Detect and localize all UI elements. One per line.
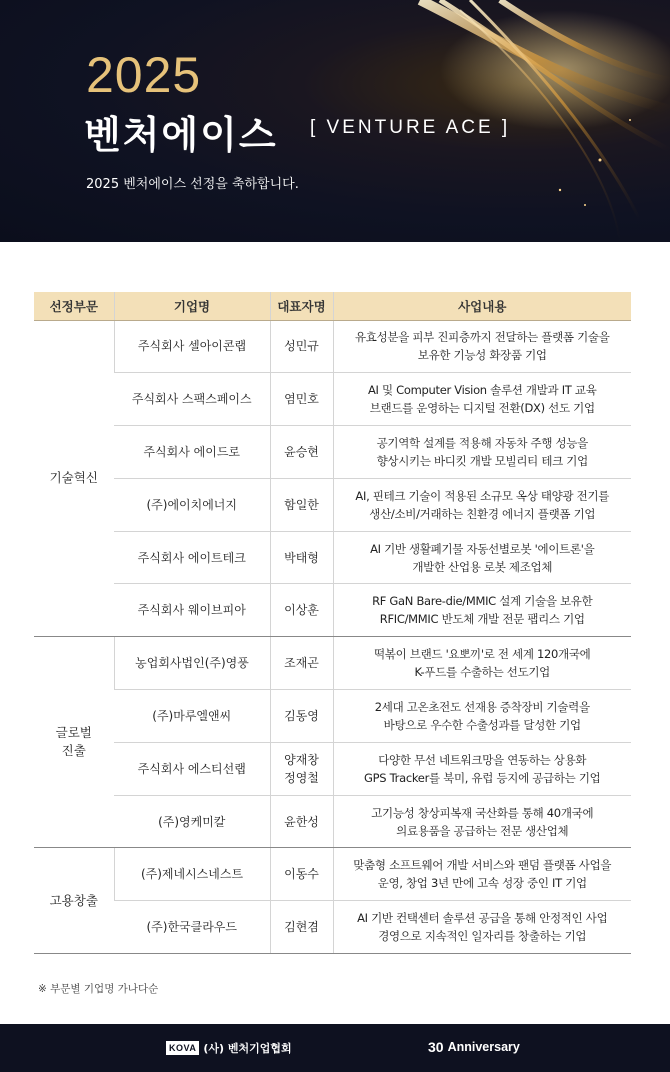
business-description-line: 맞춤형 소프트웨어 개발 서비스와 팬덤 플랫폼 사업을 [353, 858, 612, 873]
ceo-name: 김현겸 [284, 920, 319, 935]
table-row [34, 848, 631, 901]
ceo-name-cell [270, 795, 333, 848]
ceo-name: 이동수 [284, 867, 319, 882]
business-description-cell [333, 373, 631, 426]
ceo-name: 윤한성 [284, 814, 319, 829]
column-header-ceo: 대표자명 [270, 292, 333, 320]
business-description-line: RF GaN Bare-die/MMIC 설계 기술을 보유한 [372, 594, 593, 609]
banner-year: 2025 [86, 47, 202, 103]
business-description-cell [333, 848, 631, 901]
company-name-cell: 주식회사 에이드로 [114, 426, 270, 479]
company-name-cell: 주식회사 셀아이콘랩 [114, 320, 270, 373]
business-description-line: 운영, 창업 3년 만에 고속 성장 중인 IT 기업 [377, 876, 587, 891]
business-description-line: 경영으로 지속적인 일자리를 창출하는 기업 [378, 929, 587, 944]
anniversary-text: Anniversary [447, 1040, 520, 1054]
business-description-cell [333, 320, 631, 373]
ceo-name-cell [270, 478, 333, 531]
business-description-line: 브랜드를 운영하는 디지털 전환(DX) 선도 기업 [369, 401, 595, 416]
table-row [34, 478, 631, 531]
business-description-cell [333, 426, 631, 479]
business-description-line: 생산/소비/거래하는 친환경 에너지 플랫폼 기업 [369, 506, 596, 521]
category-label: 진출 [61, 743, 86, 759]
business-description-line: 개발한 산업용 로봇 제조업체 [412, 559, 553, 574]
category-label: 고용창출 [49, 892, 98, 908]
table-row [34, 584, 631, 637]
banner-title-korean: 벤처에이스 [84, 113, 278, 157]
column-header-business: 사업내용 [333, 292, 631, 320]
ceo-name: 함일한 [284, 497, 319, 512]
ceo-name: 조재곤 [284, 656, 319, 671]
anniversary-number: 30 [428, 1039, 444, 1055]
footnote: ※ 부문별 기업명 가나다순 [38, 983, 159, 995]
business-description-cell [333, 637, 631, 690]
company-name-cell: 농업회사법인(주)영풍 [114, 637, 270, 690]
ceo-name-cell [270, 584, 333, 637]
venture-ace-table [34, 292, 631, 954]
ceo-name: 박태형 [284, 550, 319, 565]
business-description-line: 다양한 무선 네트워크망을 연동하는 상용화 [378, 752, 587, 767]
business-description-line: 바탕으로 우수한 수출성과를 달성한 기업 [383, 717, 581, 732]
table-body [34, 320, 631, 954]
company-name-cell: (주)에이치에너지 [114, 478, 270, 531]
business-description-line: AI 기반 컨택센터 솔루션 공급을 통해 안정적인 사업 [357, 911, 608, 926]
business-description-cell [333, 901, 631, 954]
table-row [34, 742, 631, 795]
business-description-cell [333, 795, 631, 848]
business-description-line: GPS Tracker를 북미, 유럽 등지에 공급하는 기업 [364, 770, 601, 785]
company-name-cell: (주)영케미칼 [114, 795, 270, 848]
ceo-name: 김동영 [284, 708, 319, 723]
selection-table [34, 292, 631, 954]
business-description-cell [333, 690, 631, 743]
company-name-cell: (주)한국클라우드 [114, 901, 270, 954]
category-cell [34, 320, 114, 637]
company-name-cell: 주식회사 웨이브피아 [114, 584, 270, 637]
business-description-cell [333, 584, 631, 637]
category-label: 기술혁신 [49, 470, 98, 486]
ceo-name-cell [270, 426, 333, 479]
footer-bar [0, 1024, 670, 1072]
business-description-line: AI, 핀테크 기술이 적용된 소규모 옥상 태양광 전기를 [355, 488, 610, 503]
ceo-name: 양재창 [284, 752, 319, 767]
business-description-line: K-푸드를 수출하는 선도기업 [414, 665, 550, 680]
column-header-category: 선정부문 [34, 292, 114, 320]
table-row [34, 373, 631, 426]
ceo-name: 윤승현 [284, 444, 319, 459]
anniversary-badge [428, 1039, 520, 1055]
kova-name: (사) 벤처기업협회 [203, 1042, 292, 1055]
company-name-cell: (주)마루엘앤씨 [114, 690, 270, 743]
business-description-line: RFIC/MMIC 반도체 개발 전문 팹리스 기업 [379, 612, 585, 627]
ceo-name: 성민규 [284, 339, 319, 354]
ceo-name-cell [270, 690, 333, 743]
company-name-cell: 주식회사 스팩스페이스 [114, 373, 270, 426]
table-row [34, 637, 631, 690]
business-description-line: 2세대 고온초전도 선재용 증착장비 기술력을 [374, 699, 590, 714]
ceo-name-cell [270, 320, 333, 373]
business-description-line: AI 기반 생활폐기물 자동선별로봇 '에이트론'을 [370, 541, 595, 556]
table-row [34, 901, 631, 954]
kova-branding [166, 1041, 292, 1055]
business-description-line: 의료용품을 공급하는 전문 생산업체 [396, 823, 569, 838]
banner-subtitle: 2025 벤처에이스 선정을 축하합니다. [86, 177, 299, 192]
table-row [34, 795, 631, 848]
business-description-line: 고기능성 창상피복재 국산화를 통해 40개국에 [371, 805, 594, 820]
ceo-name: 정영철 [284, 770, 319, 785]
category-cell [34, 637, 114, 848]
table-row [34, 320, 631, 373]
ceo-name-cell [270, 373, 333, 426]
category-cell [34, 848, 114, 954]
banner-title-english: [ VENTURE ACE ] [310, 117, 511, 138]
ceo-name: 이상훈 [284, 603, 319, 618]
ceo-name-cell [270, 531, 333, 584]
business-description-line: 공기역학 설계를 적용해 자동차 주행 성능을 [376, 435, 588, 450]
table-header-row [34, 292, 631, 320]
ceo-name-cell [270, 637, 333, 690]
business-description-line: 유효성분을 피부 진피층까지 전달하는 플랫폼 기술을 [354, 330, 610, 345]
category-label: 글로벌 [55, 725, 92, 741]
company-name-cell: (주)제네시스네스트 [114, 848, 270, 901]
company-name-cell: 주식회사 에스티선랩 [114, 742, 270, 795]
business-description-line: 향상시키는 바디킷 개발 모빌리티 테크 기업 [376, 453, 588, 468]
business-description-line: AI 및 Computer Vision 솔루션 개발과 IT 교육 [367, 383, 597, 398]
business-description-cell [333, 742, 631, 795]
column-header-company: 기업명 [114, 292, 270, 320]
ceo-name-cell [270, 901, 333, 954]
table-row [34, 531, 631, 584]
ceo-name-cell [270, 848, 333, 901]
ceo-name-cell [270, 742, 333, 795]
business-description-line: 떡볶이 브랜드 '요뽀끼'로 전 세계 120개국에 [374, 647, 591, 662]
business-description-line: 보유한 기능성 화장품 기업 [417, 348, 547, 363]
business-description-cell [333, 478, 631, 531]
business-description-cell [333, 531, 631, 584]
table-row [34, 690, 631, 743]
kova-logo: KOVA [166, 1041, 199, 1055]
table-row [34, 426, 631, 479]
ceo-name: 염민호 [284, 392, 319, 407]
header-banner [0, 0, 670, 242]
company-name-cell: 주식회사 에이트테크 [114, 531, 270, 584]
